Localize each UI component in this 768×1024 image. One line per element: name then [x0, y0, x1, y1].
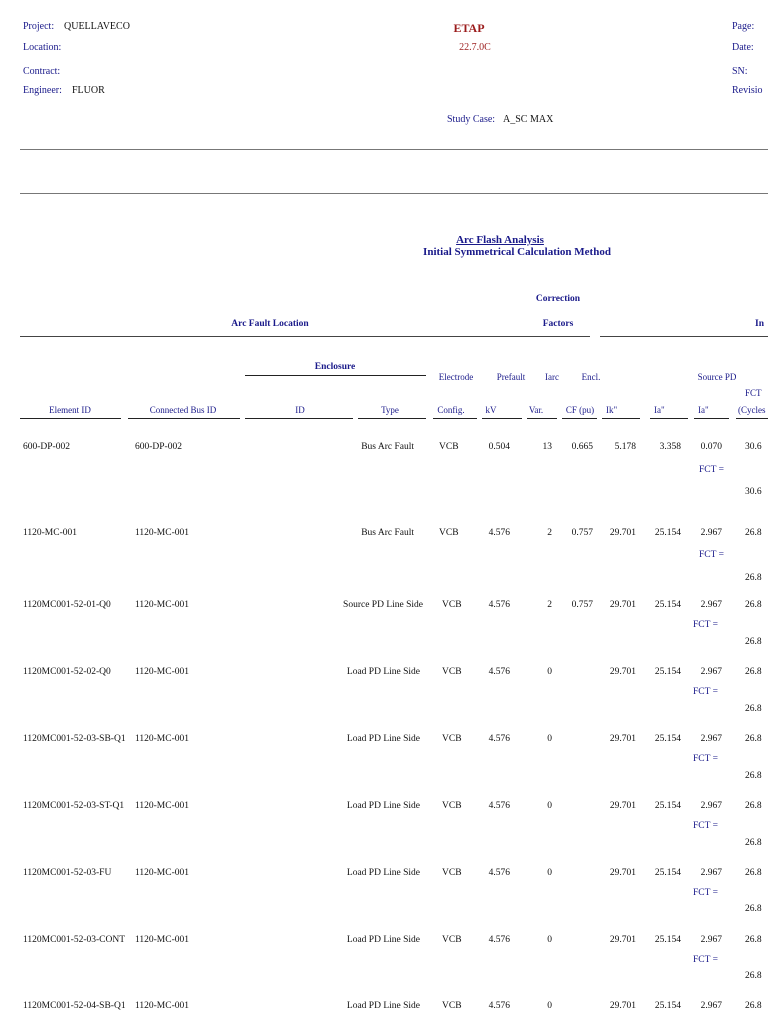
rule-bus-id [128, 418, 240, 419]
cell-ia: 25.154 [654, 600, 681, 610]
cell-fct-total: 26.8 [745, 637, 762, 647]
in-group-label: In [755, 319, 764, 329]
cell-element-id: 1120MC001-52-03-FU [23, 868, 112, 878]
col-enclosure-type: Type [381, 405, 399, 415]
cell-var: 2 [547, 600, 552, 610]
cell-bus-id: 1120-MC-001 [135, 600, 190, 610]
rule-cycles [736, 418, 768, 419]
encl-label: Encl. [581, 372, 601, 382]
cell-type: Source PD Line Side [343, 600, 423, 610]
cell-type: Load PD Line Side [346, 734, 420, 744]
cell-element-id: 1120-MC-001 [23, 528, 78, 538]
rule-var [527, 418, 557, 419]
sn-label: SN: [732, 66, 748, 77]
project-label: Project: [23, 21, 55, 32]
cell-ia-source-pd: 0.070 [700, 442, 722, 452]
rule-ia2 [694, 418, 729, 419]
cell-kv: 4.576 [488, 935, 510, 945]
cell-fct: 26.8 [745, 1001, 762, 1011]
col-ia: Ia" [654, 405, 665, 415]
correction-group-label: Correction [535, 294, 581, 304]
header-divider-bottom [20, 193, 768, 194]
cell-element-id: 1120MC001-52-02-Q0 [23, 667, 111, 677]
group-rule-right [600, 336, 768, 337]
fct-label: FCT = [693, 955, 718, 965]
cell-config: VCB [439, 442, 459, 452]
fct-header-label: FCT [745, 388, 762, 398]
enclosure-group-label: Enclosure [314, 362, 356, 372]
project-value: QUELLAVECO [64, 21, 130, 32]
cell-ia: 25.154 [654, 1001, 681, 1011]
cell-fct: 26.8 [745, 667, 762, 677]
cell-kv: 4.576 [488, 801, 510, 811]
cell-bus-id: 1120-MC-001 [135, 801, 190, 811]
col-element-id: Element ID [49, 405, 91, 415]
cell-ik: 29.701 [609, 600, 636, 610]
engineer-value: FLUOR [72, 85, 105, 96]
factors-group-label: Factors [542, 319, 574, 329]
col-fct-cycles: (Cycles [738, 405, 766, 415]
cell-config: VCB [442, 600, 462, 610]
report-subtitle: Initial Symmetrical Calculation Method [423, 246, 611, 258]
engineer-label: Engineer: [23, 85, 62, 96]
cell-var: 0 [547, 801, 552, 811]
cell-config: VCB [442, 734, 462, 744]
cell-element-id: 1120MC001-52-03-ST-Q1 [23, 801, 125, 811]
cell-ia: 25.154 [654, 667, 681, 677]
cell-var: 13 [542, 442, 552, 452]
cell-ik: 29.701 [609, 734, 636, 744]
arc-fault-location-group-label: Arc Fault Location [231, 319, 309, 329]
cell-cf: 0.665 [571, 442, 593, 452]
app-name: ETAP [453, 21, 485, 35]
cell-bus-id: 1120-MC-001 [135, 1001, 190, 1011]
cell-bus-id: 1120-MC-001 [135, 935, 190, 945]
col-var: Var. [528, 405, 544, 415]
cell-ia-source-pd: 2.967 [700, 868, 722, 878]
cell-type: Load PD Line Side [346, 1001, 420, 1011]
cell-kv: 4.576 [488, 600, 510, 610]
cell-element-id: 1120MC001-52-01-Q0 [23, 600, 111, 610]
cell-ik: 29.701 [609, 868, 636, 878]
group-rule-left [20, 336, 590, 337]
rule-cf [562, 418, 597, 419]
cell-ik: 29.701 [609, 801, 636, 811]
cell-ik: 29.701 [609, 1001, 636, 1011]
col-ik: Ik" [606, 405, 618, 415]
cell-config: VCB [442, 667, 462, 677]
rule-type [358, 418, 426, 419]
cell-type: Load PD Line Side [346, 667, 420, 677]
cell-bus-id: 600-DP-002 [135, 442, 182, 452]
cell-config: VCB [442, 801, 462, 811]
cell-element-id: 1120MC001-52-03-SB-Q1 [23, 734, 126, 744]
cell-ia-source-pd: 2.967 [700, 667, 722, 677]
cell-ia: 25.154 [654, 935, 681, 945]
cell-cf: 0.757 [571, 528, 593, 538]
cell-element-id: 600-DP-002 [23, 442, 70, 452]
cell-fct-total: 26.8 [745, 771, 762, 781]
col-kv: kV [485, 405, 497, 415]
cell-var: 0 [547, 868, 552, 878]
fct-label: FCT = [693, 754, 718, 764]
cell-kv: 4.576 [488, 667, 510, 677]
rule-id [245, 418, 353, 419]
iarc-label: Iarc [545, 372, 559, 382]
fct-label: FCT = [699, 550, 724, 560]
rule-element-id [20, 418, 121, 419]
cell-fct: 26.8 [745, 600, 762, 610]
location-label: Location: [23, 42, 62, 53]
cell-fct-total: 26.8 [745, 904, 762, 914]
cell-var: 2 [547, 528, 552, 538]
study-case-label: Study Case: [447, 114, 496, 125]
cell-cf: 0.757 [571, 600, 593, 610]
fct-label: FCT = [693, 620, 718, 630]
page-label: Page: [732, 21, 755, 32]
cell-fct-total: 26.8 [745, 838, 762, 848]
cell-ia-source-pd: 2.967 [700, 528, 722, 538]
rule-config [433, 418, 477, 419]
cell-fct: 26.8 [745, 528, 762, 538]
report-title: Arc Flash Analysis [456, 234, 544, 246]
col-connected-bus-id: Connected Bus ID [149, 405, 217, 415]
contract-label: Contract: [23, 66, 61, 77]
cell-var: 0 [547, 734, 552, 744]
cell-fct: 26.8 [745, 868, 762, 878]
rule-kv [482, 418, 522, 419]
fct-label: FCT = [693, 687, 718, 697]
cell-bus-id: 1120-MC-001 [135, 667, 190, 677]
col-ia-source-pd: Ia" [698, 405, 709, 415]
cell-ia-source-pd: 2.967 [700, 734, 722, 744]
electrode-label: Electrode [438, 372, 474, 382]
cell-ik: 5.178 [614, 442, 636, 452]
cell-config: VCB [442, 868, 462, 878]
cell-kv: 4.576 [488, 1001, 510, 1011]
cell-type: Bus Arc Fault [361, 442, 414, 452]
revision-label: Revisio [732, 85, 763, 96]
col-config: Config. [437, 405, 465, 415]
cell-fct-total: 26.8 [745, 971, 762, 981]
cell-ia-source-pd: 2.967 [700, 801, 722, 811]
cell-kv: 0.504 [488, 442, 510, 452]
cell-var: 0 [547, 667, 552, 677]
source-pd-label: Source PD [697, 372, 737, 382]
rule-ia [650, 418, 688, 419]
cell-ia: 25.154 [654, 801, 681, 811]
cell-kv: 4.576 [488, 868, 510, 878]
fct-label: FCT = [693, 821, 718, 831]
cell-fct-total: 30.6 [745, 487, 762, 497]
cell-ia: 25.154 [654, 528, 681, 538]
cell-fct: 26.8 [745, 734, 762, 744]
cell-element-id: 1120MC001-52-03-CONT [23, 935, 126, 945]
col-enclosure-id: ID [295, 405, 305, 415]
cell-bus-id: 1120-MC-001 [135, 868, 190, 878]
cell-ia-source-pd: 2.967 [700, 600, 722, 610]
fct-label: FCT = [699, 465, 724, 475]
cell-config: VCB [439, 528, 459, 538]
cell-fct: 26.8 [745, 935, 762, 945]
col-cf: CF (pu) [565, 405, 595, 415]
date-label: Date: [732, 42, 754, 53]
cell-fct-total: 26.8 [745, 704, 762, 714]
prefault-label: Prefault [496, 372, 526, 382]
cell-type: Bus Arc Fault [361, 528, 414, 538]
cell-config: VCB [442, 935, 462, 945]
study-case-value: A_SC MAX [503, 114, 554, 125]
cell-kv: 4.576 [488, 734, 510, 744]
enclosure-rule [245, 375, 426, 376]
cell-element-id: 1120MC001-52-04-SB-Q1 [23, 1001, 126, 1011]
cell-ia: 3.358 [659, 442, 681, 452]
cell-fct: 30.6 [745, 442, 762, 452]
cell-ik: 29.701 [609, 935, 636, 945]
app-version: 22.7.0C [459, 42, 491, 53]
cell-ia: 25.154 [654, 868, 681, 878]
cell-fct: 26.8 [745, 801, 762, 811]
cell-config: VCB [442, 1001, 462, 1011]
cell-ia-source-pd: 2.967 [700, 935, 722, 945]
cell-type: Load PD Line Side [346, 868, 420, 878]
cell-type: Load PD Line Side [346, 801, 420, 811]
cell-var: 0 [547, 1001, 552, 1011]
cell-bus-id: 1120-MC-001 [135, 528, 190, 538]
cell-ia-source-pd: 2.967 [700, 1001, 722, 1011]
cell-bus-id: 1120-MC-001 [135, 734, 190, 744]
cell-kv: 4.576 [488, 528, 510, 538]
header-divider-top [20, 149, 768, 150]
cell-ia: 25.154 [654, 734, 681, 744]
cell-fct-total: 26.8 [745, 573, 762, 583]
rule-ik [602, 418, 640, 419]
cell-type: Load PD Line Side [346, 935, 420, 945]
cell-var: 0 [547, 935, 552, 945]
cell-ik: 29.701 [609, 667, 636, 677]
fct-label: FCT = [693, 888, 718, 898]
cell-ik: 29.701 [609, 528, 636, 538]
